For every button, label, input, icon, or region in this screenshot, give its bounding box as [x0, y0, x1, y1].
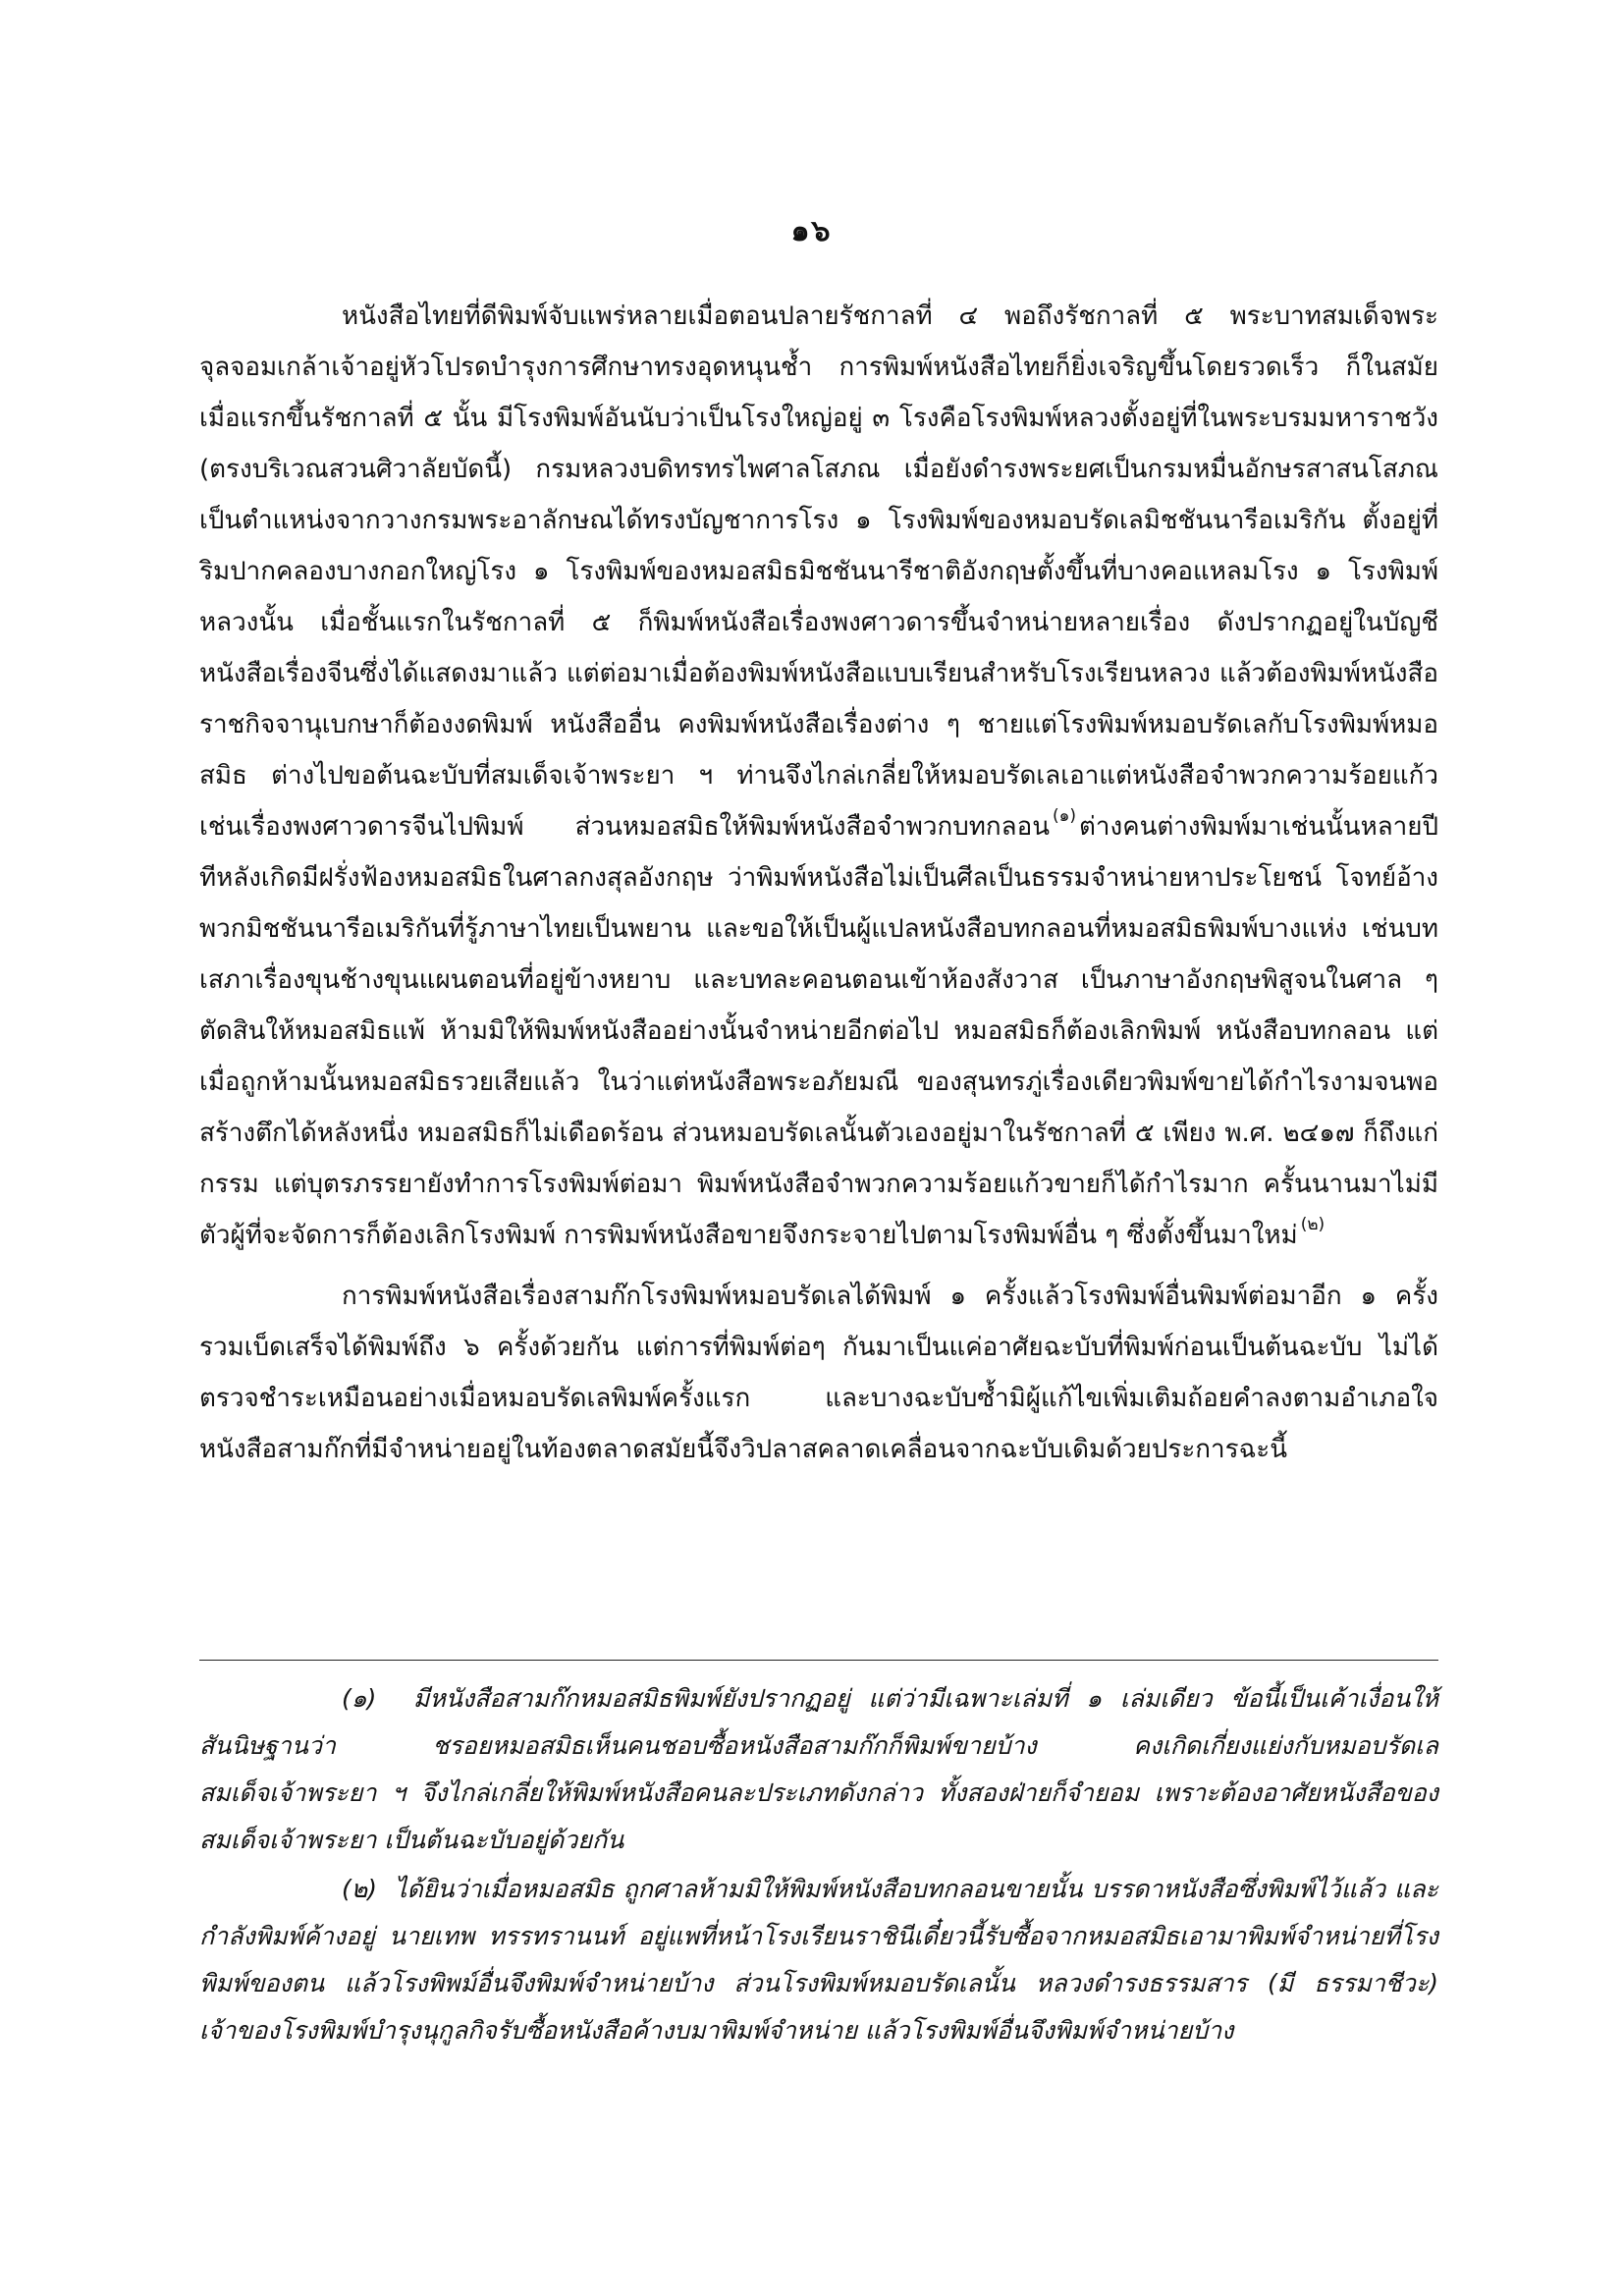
paragraph-1-part-1: หนังสือไทยที่ดีพิมพ์จับแพร่หลายเมื่อตอนปลายรัชกาลที่ ๔ พอถึงรัชกาลที่ ๕ พระบาทสมเด็จพระจุลจอมเกล้าเจ้าอยู่หัวโปรดบำรุงการศึกษาทรงอุดหนุนช้ำ การพิมพ์หนังสือไทยก็ยิ่งเจริญขึ้นโดยรวดเร็ว ก็ในสมัยเมื่อแรกขึ้นรัชกาลที่ ๕ นั้น มีโรงพิมพ์อันนับว่าเป็นโรงใหญ่อยู่ ๓ โรงคือโรงพิมพ์หลวงตั้งอยู่ที่ในพระบรมมหาราชวัง (ตรงบริเวณสวนศิวาลัยบัดนี้) กรมหลวงบดิทรทรไพศาลโสภณ เมื่อยังดำรงพระยศเป็นกรมหมื่นอักษรสาสนโสภณ เป็นตำแหน่งจากวางกรมพระอาลักษณได้ทรงบัญชาการโรง ๑ โรงพิมพ์ของหมอบรัดเลมิชชันนารีอเมริกัน ตั้งอยู่ที่ริมปากคลองบางกอกใหญ่โรง ๑ โรงพิมพ์ของหมอสมิธมิชชันนารีชาติอังกฤษตั้งขึ้นที่บางคอแหลมโรง ๑ โรงพิมพ์หลวงนั้น เมื่อชั้นแรกในรัชกาลที่ ๕ ก็พิมพ์หนังสือเรื่องพงศาวดารขึ้นจำหน่ายหลายเรื่อง ดังปรากฏอยู่ในบัญชีหนังสือเรื่องจีนซึ่งได้แสดงมาแล้ว แต่ต่อมาเมื่อต้องพิมพ์หนังสือแบบเรียนสำหรับโรงเรียนหลวง แล้วต้องพิมพ์หนังสือราชกิจจานุเบกษาก็ต้องงดพิมพ์ หนังสืออื่น คงพิมพ์หนังสือเรื่องต่าง ๆ ชายแต่โรงพิมพ์หมอบรัดเลกับโรงพิมพ์หมอสมิธ ต่างไปขอต้นฉะบับที่สมเด็จเจ้าพระยา ฯ ท่านจึงไกล่เกลี่ยให้หมอบรัดเลเอาแต่หนังสือจำพวกความร้อยแก้ว เช่นเรื่องพงศาวดารจีนไปพิมพ์ ส่วนหมอสมิธให้พิมพ์หนังสือจำพวกบทกลอน [199, 301, 1438, 842]
footnotes [199, 1675, 1438, 2054]
footnote-ref-2: (๒) [1300, 1215, 1325, 1234]
footnote-divider [199, 1660, 1438, 1661]
main-text [199, 291, 1438, 1475]
footnote-2 [199, 1866, 1438, 2054]
footnote-2-text: ได้ยินว่าเมื่อหมอสมิธ ถูกศาลห้ามมิให้พิมพ์หนังสือบทกลอนขายนั้น บรรดาหนังสือซึ่งพิมพ์ไว้แล้ว และกำลังพิมพ์ค้างอยู่ นายเทพ ทรรทรานนท์ อยู่แพที่หน้าโรงเรียนราชินีเดี๋ยวนี้รับซื้อจากหมอสมิธเอามาพิมพ์จำหน่ายที่โรงพิมพ์ของตน แล้วโรงพิพม์อื่นจึงพิมพ์จำหน่ายบ้าง ส่วนโรงพิมพ์หมอบรัดเลนั้น หลวงดำรงธรรมสาร (มี ธรรมาชีวะ) เจ้าของโรงพิมพ์บำรุงนุกูลกิจรับซื้อหนังสือค้างบมาพิมพ์จำหน่าย แล้วโรงพิมพ์อื่นจึงพิมพ์จำหน่ายบ้าง [199, 1875, 1438, 2045]
footnote-ref-1: (๑) [1052, 806, 1077, 826]
paragraph-2: การพิมพ์หนังสือเรื่องสามก๊กโรงพิมพ์หมอบรัดเลได้พิมพ์ ๑ ครั้งแล้วโรงพิมพ์อื่นพิมพ์ต่อมาอีก ๑ ครั้ง รวมเบ็ดเสร็จได้พิมพ์ถึง ๖ ครั้งด้วยกัน แต่การที่พิมพ์ต่อๆ กันมาเป็นแค่อาศัยฉะบับที่พิมพ์ก่อนเป็นต้นฉะบับ ไม่ได้ตรวจชำระเหมือนอย่างเมื่อหมอบรัดเลพิมพ์ครั้งแรก และบางฉะบับซ้ำมิผู้แก้ไขเพิ่มเติมถ้อยคำลงตามอำเภอใจ หนังสือสามก๊กที่มีจำหน่ายอยู่ในท้องตลาดสมัยนี้จึงวิปลาสคลาดเคลื่อนจากฉะบับเดิมด้วยประการฉะนี้ [199, 1282, 1438, 1464]
paragraph-1-part-2: ต่างคนต่างพิมพ์มาเช่นนั้นหลายปี ทีหลังเกิดมีฝรั่งฟ้องหมอสมิธในศาลกงสุลอังกฤษ ว่าพิมพ์หนังสือไม่เป็นศีลเป็นธรรมจำหน่ายหาประโยชน์ โจทย์อ้างพวกมิชชันนารีอเมริกันที่รู้ภาษาไทยเป็นพยาน และขอให้เป็นผู้แปลหนังสือบทกลอนที่หมอสมิธพิมพ์บางแห่ง เช่นบทเสภาเรื่องขุนช้างขุนแผนตอนที่อยู่ข้างหยาบ และบทละคอนตอนเข้าห้องสังวาส เป็นภาษาอังกฤษพิสูจนในศาล ๆ ตัดสินให้หมอสมิธแพ้ ห้ามมิให้พิมพ์หนังสืออย่างนั้นจำหน่ายอีกต่อไป หมอสมิธก็ต้องเลิกพิมพ์ หนังสือบทกลอน แต่เมื่อถูกห้ามนั้นหมอสมิธรวยเสียแล้ว ในว่าแต่หนังสือพระอภัยมณี ของสุนทรภู่เรื่องเดียวพิมพ์ขายได้กำไรงามจนพอสร้างตึกได้หลังหนึ่ง หมอสมิธก็ไม่เดือดร้อน ส่วนหมอบรัดเลนั้นตัวเองอยู่มาในรัชกาลที่ ๕ เพียง พ.ศ. ๒๔๑๗ ก็ถึงแก่กรรม แต่บุตรภรรยายังทำการโรงพิมพ์ต่อมา พิมพ์หนังสือจำพวกความร้อยแก้วขายก็ได้กำไรมาก ครั้นนานมาไม่มีตัวผู้ที่จะจัดการก็ต้องเลิกโรงพิมพ์ การพิมพ์หนังสือขายจึงกระจายไปตามโรงพิมพ์อื่น ๆ ซึ่งตั้งขึ้นมาใหม่ [199, 812, 1438, 1250]
paragraph-1 [199, 291, 1438, 1261]
footnote-1 [199, 1675, 1438, 1864]
footnote-1-text: มีหนังสือสามก๊กหมอสมิธพิมพ์ยังปรากฏอยู่ แต่ว่ามีเฉพาะเล่มที่ ๑ เล่มเดียว ข้อนี้เป็นเค้าเงื่อนให้สันนิษฐานว่า ชรอยหมอสมิธเห็นคนชอบซื้อหนังสือสามก๊กก็พิมพ์ขายบ้าง คงเกิดเกี่ยงแย่งกับหมอบรัดเล สมเด็จเจ้าพระยา ฯ จึงไกล่เกลี่ยให้พิมพ์หนังสือคนละประเภทดังกล่าว ทั้งสองฝ่ายก็จำยอม เพราะต้องอาศัยหนังสือของสมเด็จเจ้าพระยา เป็นต้นฉะบับอยู่ด้วยกัน [199, 1684, 1438, 1854]
footnote-2-marker: (๒) [342, 1875, 377, 1903]
footnote-1-marker: (๑) [342, 1684, 377, 1713]
page-number: ๑๖ [790, 214, 833, 248]
